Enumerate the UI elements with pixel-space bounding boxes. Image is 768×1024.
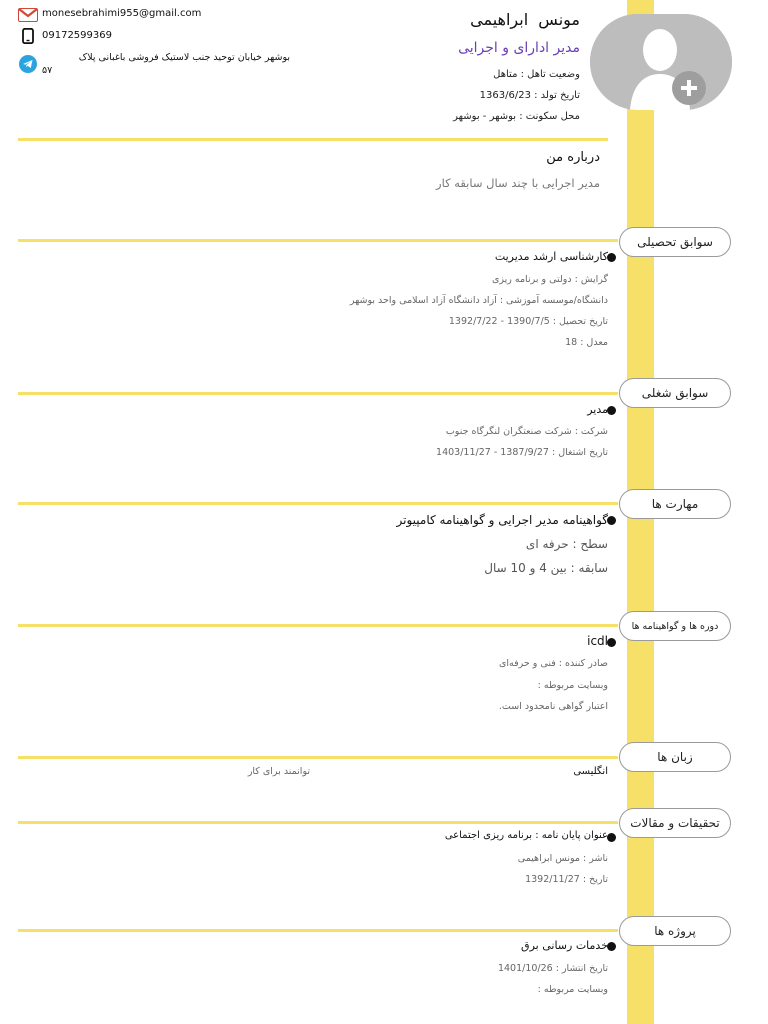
education-field: گرایش : دولتی و برنامه ریزی [491,274,608,285]
address-line-2: ۵۷ [42,65,53,76]
section-work: سوابق شغلی [619,378,731,408]
education-university: دانشگاه/موسسه آموزشی : آزاد دانشگاه آزاد اسلامی واحد بوشهر [349,295,608,306]
divider-languages [18,756,618,759]
email-text[interactable]: monesebrahimi955@gmail.com [42,8,202,19]
research-title: عنوان پایان نامه : برنامه ریزی اجتماعی [444,830,608,841]
skill-title: گواهینامه مدیر اجرایی و گواهینامه کامپیوتر [396,513,608,527]
bullet-dot [607,253,616,262]
divider-education [18,239,618,242]
section-courses: دوره ها و گواهینامه ها [619,611,731,641]
project-website: وبسایت مربوطه : [537,984,608,995]
course-issuer: صادر کننده : فنی و حرفه‌ای [498,658,608,669]
person-name: مونس ابراهیمی [470,10,580,29]
language-name: انگلیسی [573,766,608,777]
project-date: تاریخ انتشار : 1401/10/26 [497,963,608,974]
work-dates: تاریخ اشتغال : 1387/9/27 - 1403/11/27 [436,447,608,458]
course-validity: اعتبار گواهی نامحدود است. [498,701,608,712]
divider-projects [18,929,618,932]
phone-text[interactable]: 09172599369 [42,30,112,41]
marital-status: وضعیت تاهل : متاهل [493,69,580,80]
course-website: وبسایت مربوطه : [537,680,608,691]
bullet-dot [607,516,616,525]
section-research: تحقیقات و مقالات [619,808,731,838]
birth-date: تاریخ تولد : 1363/6/23 [479,90,580,101]
residence: محل سکونت : بوشهر - بوشهر [453,111,580,122]
education-gpa: معدل : 18 [565,337,608,348]
phone-icon [22,28,34,44]
bullet-dot [607,406,616,415]
section-languages: زبان ها [619,742,731,772]
bullet-dot [607,638,616,647]
telegram-icon [19,55,37,73]
divider-research [18,821,618,824]
language-level: توانمند برای کار [247,766,310,777]
avatar[interactable] [590,14,732,110]
course-title: icdl [587,634,608,648]
work-title: مدیر [587,403,608,416]
skill-level: سطح : حرفه ای [525,537,608,551]
education-title: کارشناسی ارشد مدیریت [494,250,608,263]
about-text: مدیر اجرایی با چند سال سابقه کار [436,176,600,190]
person-silhouette-icon [590,14,732,110]
divider-courses [18,624,618,627]
bullet-dot [607,833,616,842]
divider-skills [18,502,618,505]
divider-header [18,138,608,141]
skill-experience: سابقه : بین 4 و 10 سال [484,561,608,575]
job-title: مدیر ادارای و اجرایی [458,40,580,56]
email-icon [18,7,38,21]
work-company: شرکت : شرکت صنعتگران لنگرگاه جنوب [445,426,608,437]
divider-work [18,392,618,395]
section-skills: مهارت ها [619,489,731,519]
about-heading: درباره من [546,150,600,165]
add-photo-icon[interactable] [672,71,706,105]
address-line-1: بوشهر خیابان توحید جنب لاستیک فروشی باغبانی پلاک [78,52,290,63]
section-education: سوابق تحصیلی [619,227,731,257]
research-date: تاریخ : 1392/11/27 [525,874,608,885]
project-title: خدمات رسانی برق [521,939,608,952]
section-projects: پروژه ها [619,916,731,946]
research-publisher: ناشر : مونس ابراهیمی [517,853,608,864]
education-dates: تاریخ تحصیل : 1390/7/5 - 1392/7/22 [448,316,608,327]
bullet-dot [607,942,616,951]
